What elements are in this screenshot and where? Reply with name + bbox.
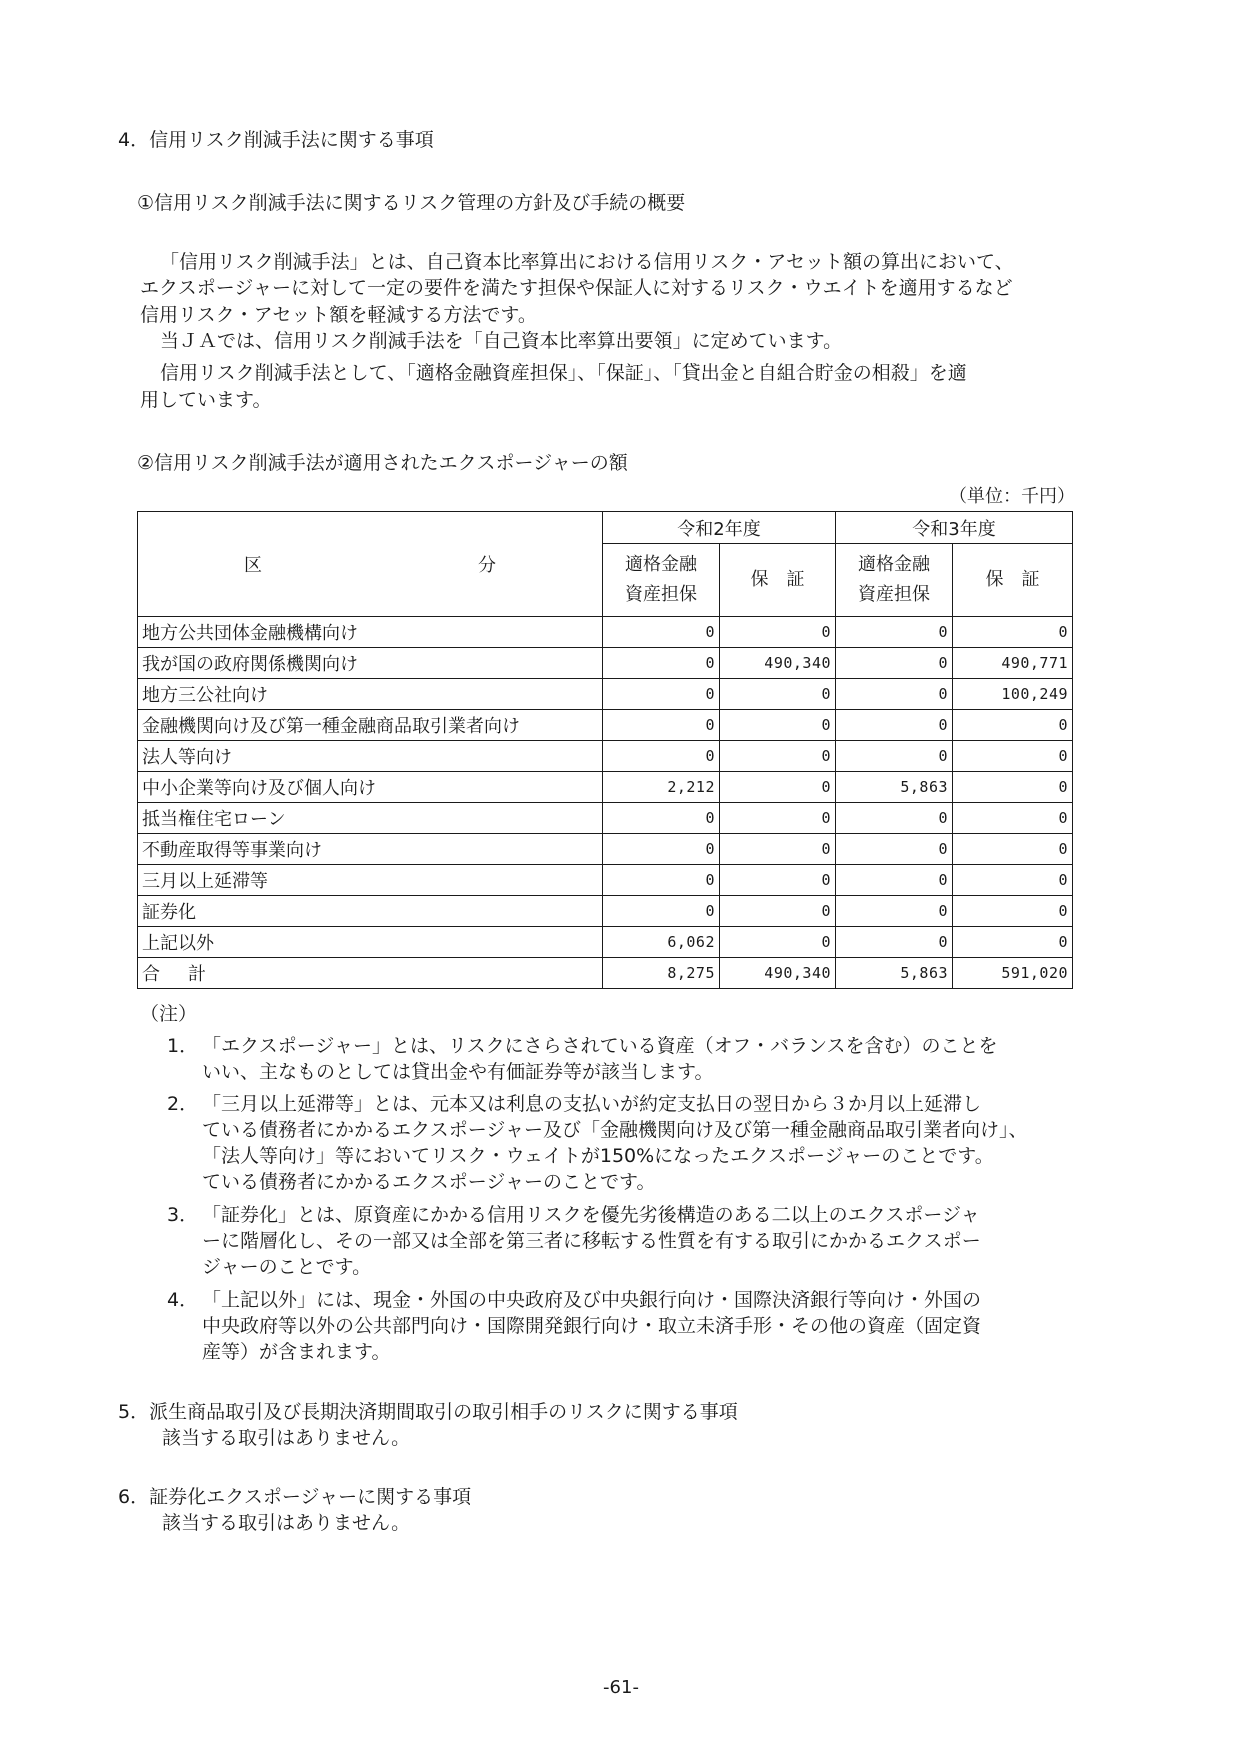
- year2-tanpo-cell: 5,863: [836, 772, 953, 803]
- note-line: 「上記以外」には、現金・外国の中央政府及び中央銀行向け・国際決済銀行等向け・外国の: [202, 1289, 982, 1311]
- note-line: ジャーのことです。: [202, 1256, 372, 1278]
- sub1-paragraph-line: 信用リスク・アセット額を軽減する方法です。: [140, 304, 537, 326]
- sub1-paragraph-line: 当ＪＡでは、信用リスク削減手法を「自己資本比率算出要領」に定めています。: [160, 330, 843, 352]
- year2-tanpo-cell: 0: [836, 865, 953, 896]
- sub1-paragraph-line: エクスポージャーに対して一定の要件を満たす担保や保証人に対するリスク・ウエイトを適用するなど: [140, 277, 1013, 299]
- year1-hosho-cell: 0: [720, 710, 836, 741]
- page-number: -61-: [603, 1677, 639, 1698]
- year1-tanpo-cell: 8,275: [603, 958, 720, 989]
- unit-label: （単位：千円）: [949, 486, 1075, 507]
- table-row: [138, 772, 1073, 803]
- note-number: 3．: [167, 1204, 199, 1226]
- year2-hosho-cell: 0: [953, 896, 1073, 927]
- year2-tanpo-cell: 0: [836, 896, 953, 927]
- year1-tanpo-cell: 0: [603, 896, 720, 927]
- table-row: [138, 617, 1073, 648]
- year2-hosho-cell: 100,249: [953, 679, 1073, 710]
- year2-tanpo-cell: 0: [836, 679, 953, 710]
- table-row: [138, 648, 1073, 679]
- year1-tanpo-cell: 0: [603, 741, 720, 772]
- year2-header: 令和3年度: [836, 512, 1073, 544]
- table-row: [138, 958, 1073, 989]
- row-label: 抵当権住宅ローン: [138, 803, 603, 834]
- year1-tanpo-cell: 0: [603, 679, 720, 710]
- year2-hosho-cell: 0: [953, 927, 1073, 958]
- year1-tanpo-cell: 0: [603, 834, 720, 865]
- notes-title: （注）: [140, 1003, 198, 1025]
- table-row: [138, 803, 1073, 834]
- row-label: 不動産取得等事業向け: [138, 834, 603, 865]
- sub1-paragraph-line: 信用リスク削減手法として、「適格金融資産担保」、「保証」、「貸出金と自組合貯金の相殺」を適: [160, 362, 967, 384]
- row-label: 地方三公社向け: [138, 679, 603, 710]
- year2-tanpo-cell: 0: [836, 710, 953, 741]
- table-row: [138, 741, 1073, 772]
- exposure-table: [137, 511, 1073, 989]
- year1-hosho-cell: 0: [720, 834, 836, 865]
- section6-body: 該当する取引はありません。: [162, 1512, 411, 1534]
- sub1-title: ①信用リスク削減手法に関するリスク管理の方針及び手続の概要: [137, 192, 686, 214]
- year2-hosho-header: 保証: [953, 544, 1073, 617]
- table-header-row: [138, 512, 1073, 544]
- table-row: [138, 927, 1073, 958]
- year2-tanpo-cell: 0: [836, 617, 953, 648]
- note-line: 中央政府等以外の公共部門向け・国際開発銀行向け・取立未済手形・その他の資産（固定資: [202, 1315, 982, 1337]
- year1-hosho-header: 保証: [720, 544, 836, 617]
- year1-tanpo-cell: 0: [603, 865, 720, 896]
- note-number: 2．: [167, 1093, 199, 1115]
- year1-tanpo-cell: 6,062: [603, 927, 720, 958]
- table-body: [138, 617, 1073, 989]
- note-line: 「法人等向け」等においてリスク・ウェイトが150%になったエクスポージャーのことです。: [202, 1145, 994, 1167]
- note-line: 「エクスポージャー」とは、リスクにさらされている資産（オフ・バランスを含む）のことを: [202, 1035, 998, 1057]
- year1-hosho-cell: 0: [720, 617, 836, 648]
- year1-hosho-cell: 0: [720, 865, 836, 896]
- year1-hosho-cell: 0: [720, 896, 836, 927]
- note-line: ている債務者にかかるエクスポージャー及び「金融機関向け及び第一種金融商品取引業者向け」、: [202, 1119, 1028, 1141]
- row-label: 三月以上延滞等: [138, 865, 603, 896]
- year2-hosho-cell: 0: [953, 865, 1073, 896]
- year1-tanpo-cell: 0: [603, 710, 720, 741]
- note-number: 4．: [167, 1289, 199, 1311]
- year1-tanpo-cell: 0: [603, 648, 720, 679]
- year2-tanpo-cell: 0: [836, 741, 953, 772]
- year1-tanpo-header: 適格金融 資産担保: [603, 544, 720, 617]
- year1-hosho-cell: 490,340: [720, 958, 836, 989]
- year1-tanpo-cell: 0: [603, 617, 720, 648]
- year1-header: 令和2年度: [603, 512, 836, 544]
- note-line: ている債務者にかかるエクスポージャーのことです。: [202, 1171, 656, 1193]
- sub2-title: ②信用リスク削減手法が適用されたエクスポージャーの額: [137, 452, 628, 474]
- row-label: 上記以外: [138, 927, 603, 958]
- year2-hosho-cell: 0: [953, 772, 1073, 803]
- section6-title: 6．証券化エクスポージャーに関する事項: [118, 1486, 472, 1508]
- year2-hosho-cell: 0: [953, 710, 1073, 741]
- year2-hosho-cell: 0: [953, 617, 1073, 648]
- section4-title: 4．信用リスク削減手法に関する事項: [118, 129, 434, 151]
- row-label: 地方公共団体金融機構向け: [138, 617, 603, 648]
- kubun-header: 区 分: [138, 512, 603, 617]
- row-label: 合計: [138, 958, 603, 989]
- row-label: 証券化: [138, 896, 603, 927]
- year2-hosho-cell: 0: [953, 741, 1073, 772]
- sub1-paragraph-line: 用しています。: [140, 389, 272, 411]
- note-number: 1．: [167, 1035, 199, 1057]
- row-label: 我が国の政府関係機関向け: [138, 648, 603, 679]
- year2-tanpo-header: 適格金融 資産担保: [836, 544, 953, 617]
- year2-tanpo-cell: 0: [836, 927, 953, 958]
- year2-hosho-cell: 0: [953, 803, 1073, 834]
- note-line: 「証券化」とは、原資産にかかる信用リスクを優先劣後構造のある二以上のエクスポージャ: [202, 1204, 980, 1226]
- row-label: 金融機関向け及び第一種金融商品取引業者向け: [138, 710, 603, 741]
- year2-tanpo-cell: 0: [836, 648, 953, 679]
- year2-hosho-cell: 0: [953, 834, 1073, 865]
- table-row: [138, 710, 1073, 741]
- year2-tanpo-cell: 0: [836, 803, 953, 834]
- table-row: [138, 896, 1073, 927]
- section5-title: 5．派生商品取引及び長期決済期間取引の取引相手のリスクに関する事項: [118, 1401, 738, 1423]
- year1-hosho-cell: 0: [720, 803, 836, 834]
- note-line: 産等）が含まれます。: [202, 1341, 391, 1363]
- section5-body: 該当する取引はありません。: [162, 1427, 411, 1449]
- table-row: [138, 679, 1073, 710]
- year1-hosho-cell: 490,340: [720, 648, 836, 679]
- year1-hosho-cell: 0: [720, 927, 836, 958]
- sub1-paragraph-line: 「信用リスク削減手法」とは、自己資本比率算出における信用リスク・アセット額の算出において、: [160, 251, 1014, 273]
- note-line: 「三月以上延滞等」とは、元本又は利息の支払いが約定支払日の翌日から３か月以上延滞し: [202, 1093, 982, 1115]
- note-line: いい、主なものとしては貸出金や有価証券等が該当します。: [202, 1061, 714, 1083]
- row-label: 中小企業等向け及び個人向け: [138, 772, 603, 803]
- year1-hosho-cell: 0: [720, 679, 836, 710]
- year2-hosho-cell: 490,771: [953, 648, 1073, 679]
- table-row: [138, 865, 1073, 896]
- note-line: ーに階層化し、その一部又は全部を第三者に移転する性質を有する取引にかかるエクスポー: [202, 1230, 981, 1252]
- year2-tanpo-cell: 0: [836, 834, 953, 865]
- table-row: [138, 834, 1073, 865]
- year1-tanpo-cell: 2,212: [603, 772, 720, 803]
- year1-hosho-cell: 0: [720, 741, 836, 772]
- year2-tanpo-cell: 5,863: [836, 958, 953, 989]
- year2-hosho-cell: 591,020: [953, 958, 1073, 989]
- year1-hosho-cell: 0: [720, 772, 836, 803]
- year1-tanpo-cell: 0: [603, 803, 720, 834]
- row-label: 法人等向け: [138, 741, 603, 772]
